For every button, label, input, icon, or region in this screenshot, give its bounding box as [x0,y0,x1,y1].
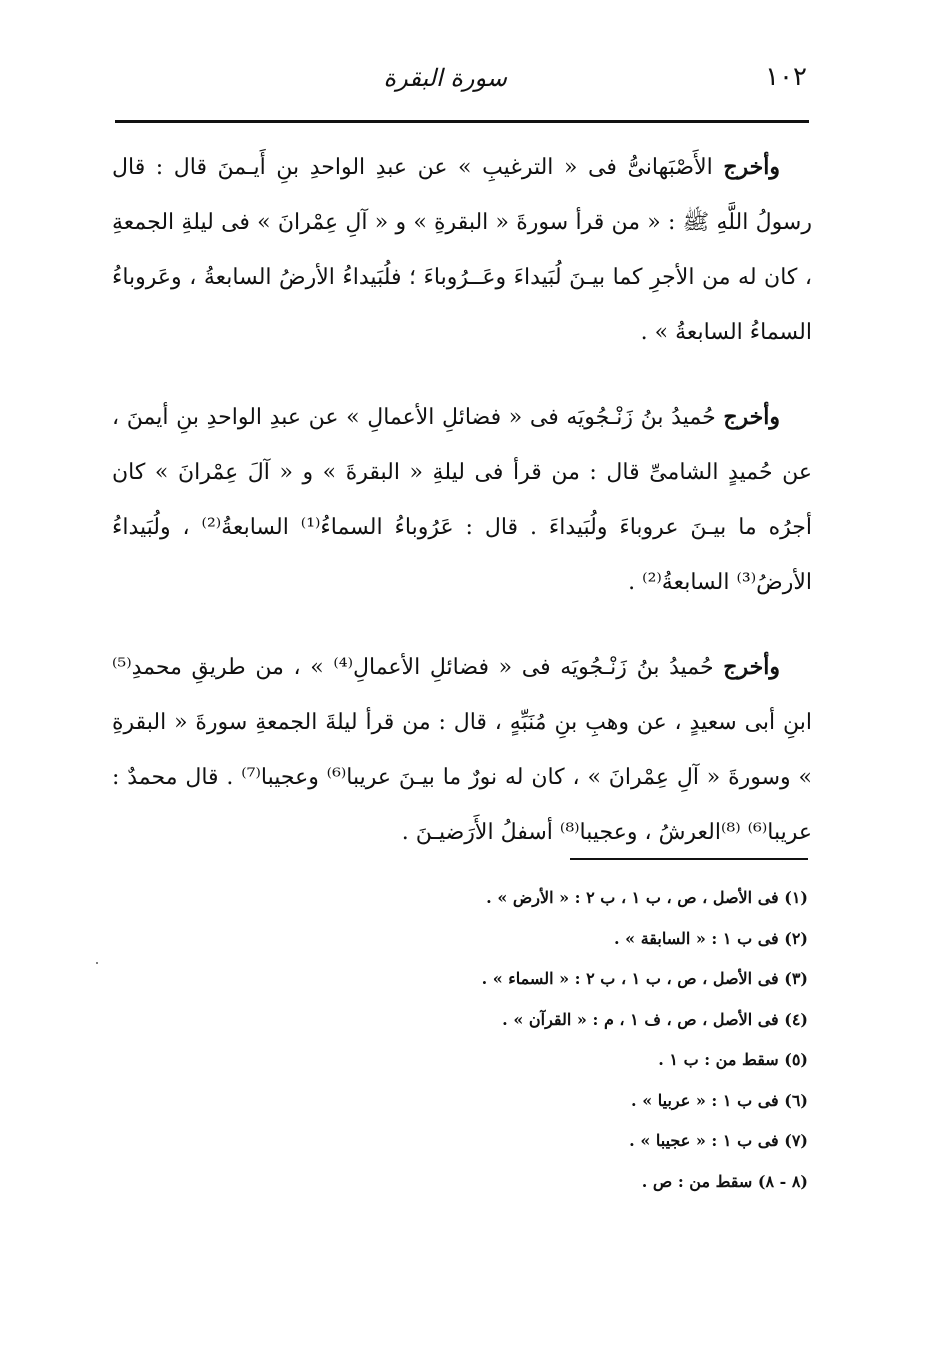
paragraph-lead: وأخرج [723,654,780,680]
footnote-2: (٢) فى ب ١ : « السابقة » . [613,928,808,948]
paragraph-text: حُميدُ بنُ زَنْـجُويَه فى « فضائلِ الأعمالِ⁽⁴⁾ » ، من طريقِ محمدِ⁽⁵⁾ ابنِ أبى سعيدٍ ، عن وهبِ بنِ مُنَبِّهٍ ، قال : من قرأ ليلةَ الجمعةِ سورةَ « البقرةِ » وسورةَ « آلِ عِمْرانَ » ، كان له نورٌ ما بيـنَ عريبا⁽⁶⁾ وعجيبا⁽⁷⁾ . قال محمدٌ : عريبا⁽⁶⁾ ⁽⁸⁾العرشُ ، وعجيبا⁽⁸⁾ أسفلُ الأَرَضيـنَ . [112,655,813,845]
scan-speck [96,962,98,964]
footnote-1: (١) فى الأصل ، ص ، ب ١ ، ب ٢ : « الأرض » . [486,888,808,907]
main-text [112,140,812,890]
footnote-5: (٥) سقط من : ب ١ . [658,1050,808,1069]
page-number: ١٠٢ [765,62,807,92]
footnote-6: (٦) فى ب ١ : « عربيا » . [631,1090,808,1110]
footnotes-list [300,878,808,1202]
paragraph-2 [112,390,812,610]
footnote-rule [570,858,808,860]
footnote-3: (٣) فى الأصل ، ص ، ب ١ ، ب ٢ : « السماء » . [481,969,808,988]
paragraph-lead: وأخرج [723,154,780,180]
running-title: سورة البقرة [383,64,507,92]
footnote-8: (٨ - ٨) سقط من : ص . [641,1171,808,1191]
header-rule [115,120,809,123]
paragraph-text: حُميدُ بنُ زَنْـجُويَه فى « فضائلِ الأعمالِ » عن عبدِ الواحدِ بنِ أيمنَ ، عن حُميدٍ الشامىِّ قال : من قرأ فى ليلةِ « البقرةَ » و « آلَ عِمْرانَ » كان أجرُه ما بيـنَ عروباءَ ولُبَيداءَ . قال : عَرُوباءُ السماءُ⁽¹⁾ السابعةُ⁽²⁾ ، ولُبَيداءُ الأرضُ⁽³⁾ السابعةُ⁽²⁾ . [112,405,812,595]
paragraph-lead: وأخرج [723,404,780,430]
footnote-4: (٤) فى الأصل ، ص ، ف ١ ، م : « القرآن » . [502,1009,808,1029]
paragraph-1 [112,140,812,360]
page-header [115,58,807,118]
paragraph-3 [112,640,812,860]
footnote-7: (٧) فى ب ١ : « عجيبا » . [629,1131,808,1150]
paragraph-text: الأَصْبَهانىُّ فى « الترغيبِ » عن عبدِ الواحدِ بنِ أَيـمنَ قال : قال رسولُ اللَّهِ ﷺ : « من قرأ سورةَ « البقرةِ » و « آلِ عِمْرانَ » فى ليلةِ الجمعةِ ، كان له من الأجرِ كما بيـنَ لُبَيداءَ وعَــرُوباءَ ؛ فلُبَيداءُ الأرضُ السابعةُ ، وعَروباءُ السماءُ السابعةُ » . [112,155,812,345]
